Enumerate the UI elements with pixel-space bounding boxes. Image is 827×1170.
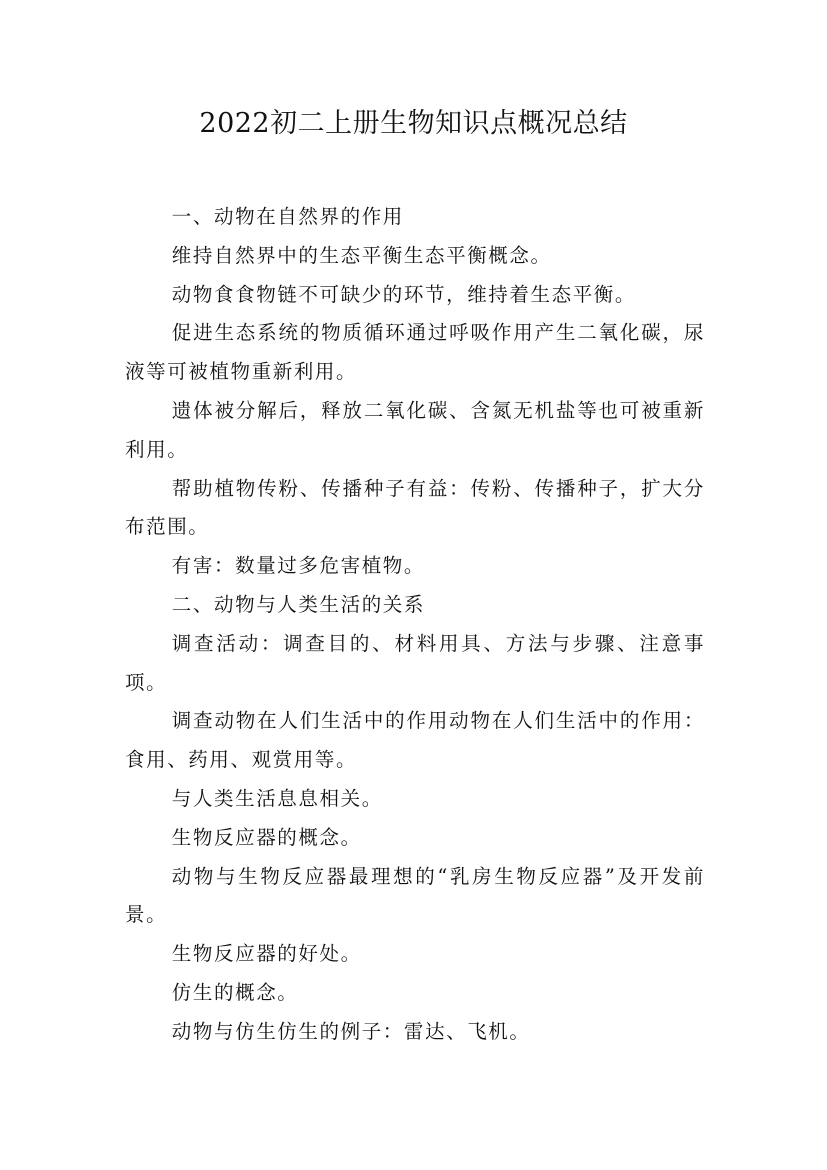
paragraph: 调查活动：调查目的、材料用具、方法与步骤、注意事项。 bbox=[125, 631, 705, 694]
section-heading: 一、动物在自然界的作用 bbox=[171, 205, 404, 228]
paragraph: 有害：数量过多危害植物。 bbox=[171, 554, 425, 578]
document-title: 2022初二上册生物知识点概况总结 bbox=[199, 108, 628, 139]
paragraph: 遗体被分解后，释放二氧化碳、含氮无机盐等也可被重新利用。 bbox=[125, 398, 705, 461]
paragraph: 与人类生活息息相关。 bbox=[171, 786, 383, 810]
paragraph: 生物反应器的好处。 bbox=[171, 942, 362, 966]
paragraph: 调查动物在人们生活中的作用动物在人们生活中的作用：食用、药用、观赏用等。 bbox=[125, 709, 705, 772]
paragraph: 帮助植物传粉、传播种子有益：传粉、传播种子，扩大分布范围。 bbox=[125, 476, 705, 539]
paragraph: 动物食食物链不可缺少的环节，维持着生态平衡。 bbox=[171, 282, 636, 306]
document-body bbox=[125, 198, 705, 1052]
section-heading: 二、动物与人类生活的关系 bbox=[171, 592, 425, 616]
paragraph: 动物与生物反应器最理想的“乳房生物反应器”及开发前景。 bbox=[125, 864, 705, 927]
paragraph: 促进生态系统的物质循环通过呼吸作用产生二氧化碳，尿液等可被植物重新利用。 bbox=[125, 321, 705, 384]
paragraph: 仿生的概念。 bbox=[171, 980, 299, 1004]
paragraph: 动物与仿生仿生的例子：雷达、飞机。 bbox=[171, 1019, 531, 1043]
paragraph: 维持自然界中的生态平衡生态平衡概念。 bbox=[171, 243, 552, 267]
paragraph: 生物反应器的概念。 bbox=[171, 825, 362, 849]
